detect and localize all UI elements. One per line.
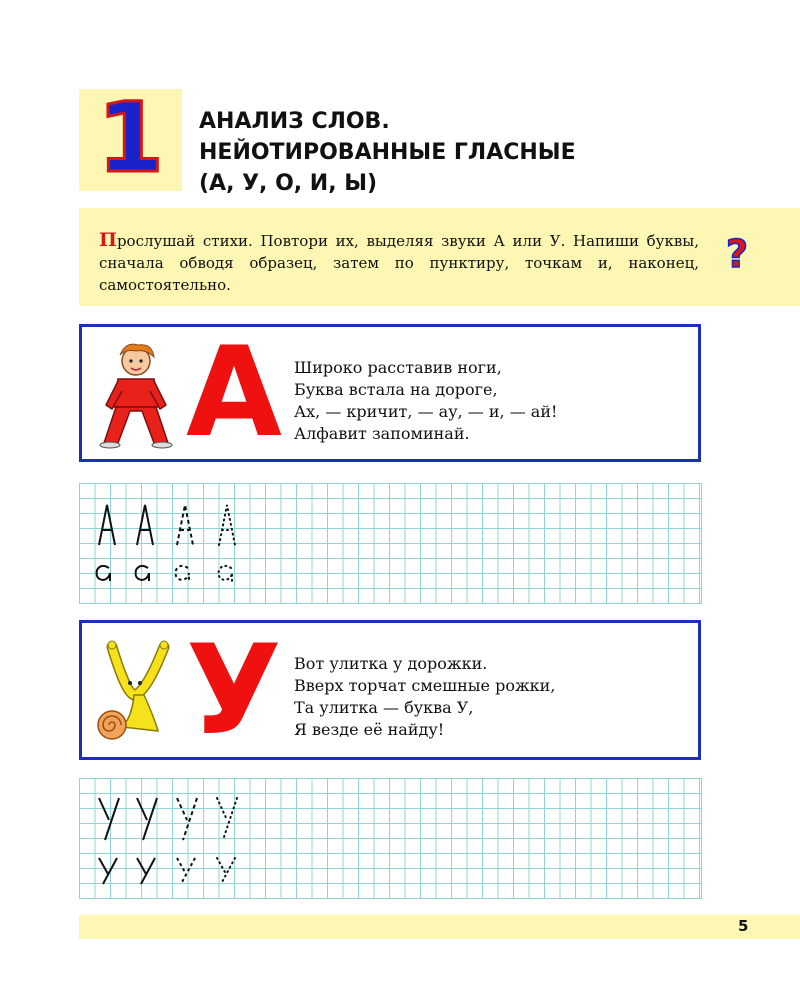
- page-number: 5: [738, 917, 749, 935]
- writing-grid-a: [79, 483, 702, 604]
- poem-a-line: Широко расставив ноги,: [294, 358, 502, 377]
- footer-band: [79, 915, 800, 939]
- poem-u-line: Я везде её найду!: [294, 720, 445, 739]
- poem-u-text: [294, 653, 555, 741]
- title-line-1: АНАЛИЗ СЛОВ.: [199, 109, 390, 134]
- question-mark-icon: ?: [726, 232, 749, 276]
- poem-a-card: [79, 321, 701, 465]
- chapter-number-box: [79, 82, 182, 194]
- poem-a-line: Алфавит запоминай.: [294, 424, 470, 443]
- writing-grid-u: [79, 778, 702, 899]
- instruction-first-letter: П: [99, 229, 117, 251]
- poem-u-line: Та улитка — буква У,: [294, 698, 474, 717]
- boy-illustration: [96, 339, 176, 449]
- title-line-3: (А, У, О, И, Ы): [199, 171, 378, 196]
- poem-u-line: Вверх торчат смешные рожки,: [294, 676, 556, 695]
- letter-tracing-a: [79, 483, 701, 603]
- poem-u-line: Вот улитка у дорожки.: [294, 654, 488, 673]
- big-letter-u: У: [186, 619, 282, 763]
- big-letter-a: А: [186, 321, 282, 465]
- poem-u-card: [79, 619, 701, 763]
- poem-a-line: Буква встала на дороге,: [294, 380, 498, 399]
- page-title: [199, 106, 576, 199]
- snail-illustration: [88, 637, 178, 747]
- title-line-2: НЕЙОТИРОВАННЫЕ ГЛАСНЫЕ: [199, 140, 576, 165]
- instruction-text: [99, 229, 699, 296]
- letter-tracing-u: [79, 778, 701, 898]
- poem-a-text: [294, 357, 557, 445]
- chapter-number: 1: [97, 82, 164, 194]
- poem-a-line: Ах, — кричит, — ау, — и, — ай!: [294, 402, 558, 421]
- instruction-body: рослушай стихи. Повтори их, выделяя звуки А или У. Напиши буквы, сначала обводя образец, затем по пунктиру, точкам и, наконец, самостоятельно.: [99, 232, 699, 294]
